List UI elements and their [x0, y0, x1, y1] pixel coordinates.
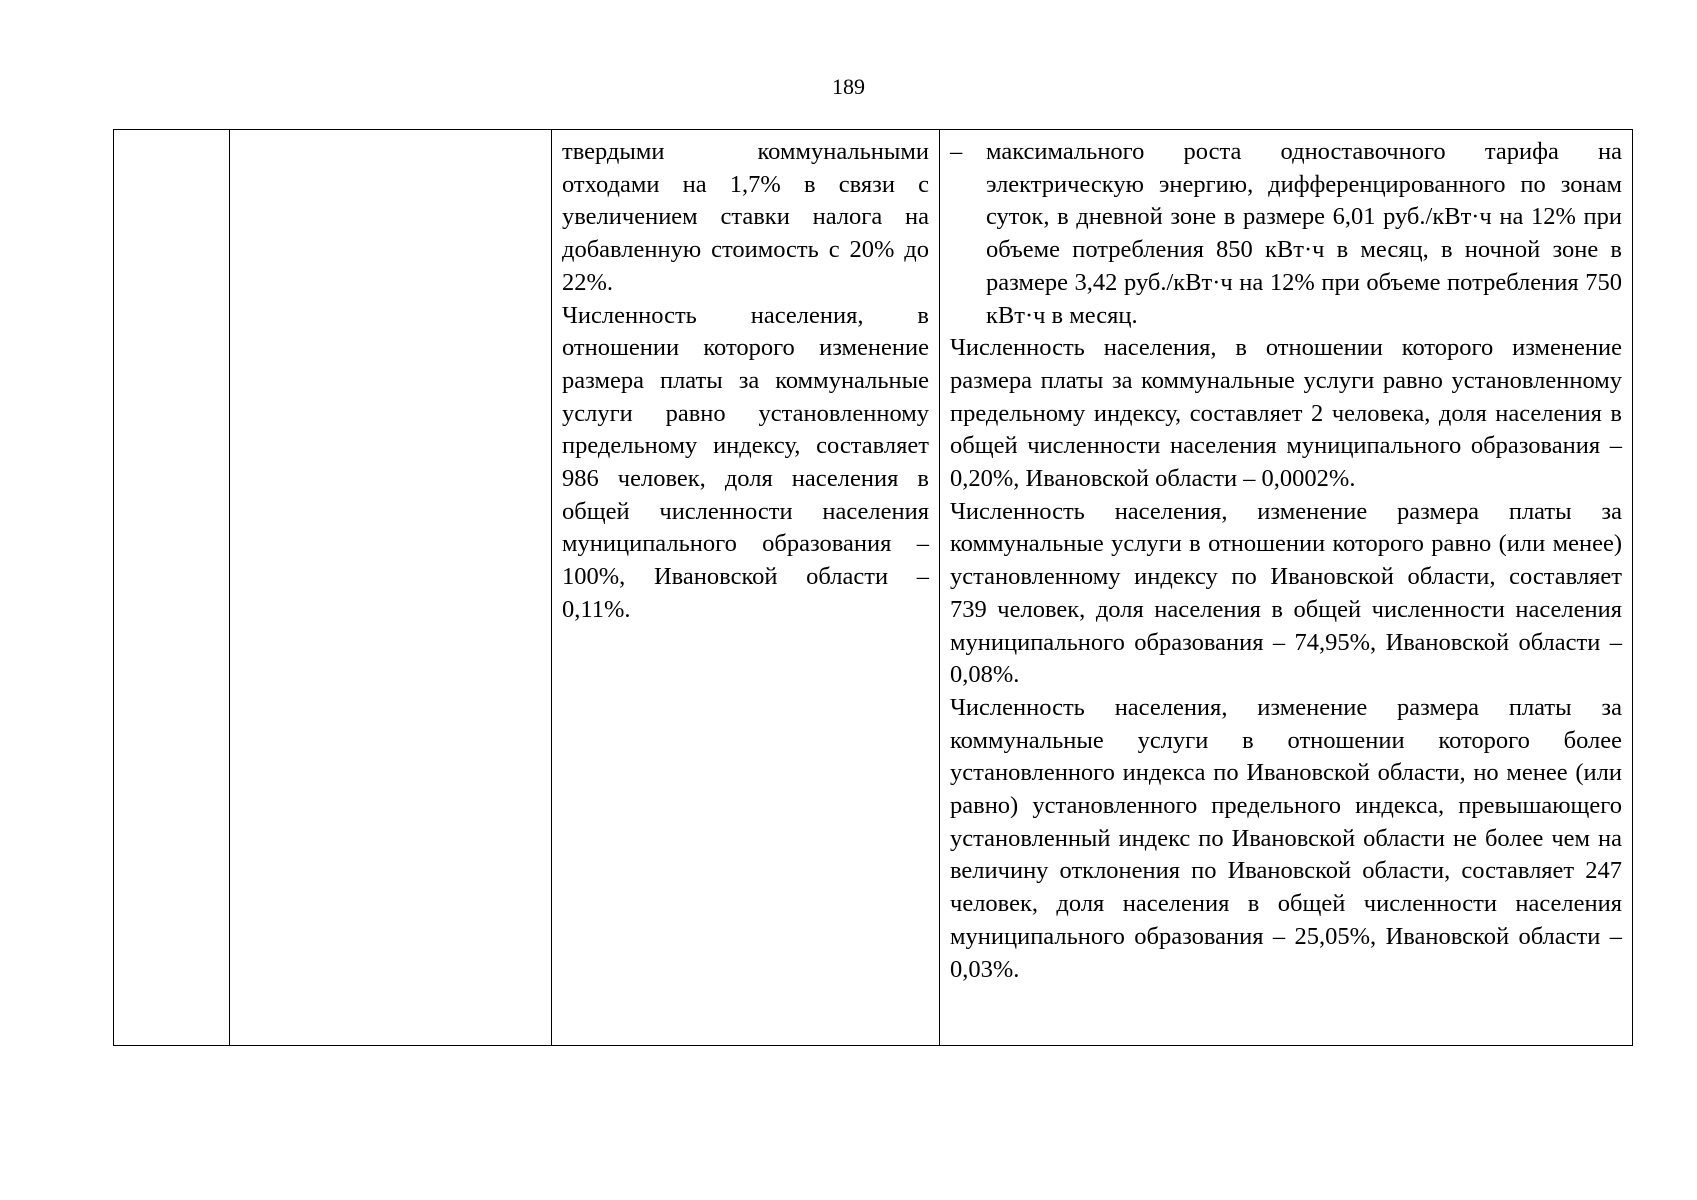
dash-list-item	[950, 136, 1622, 332]
dash-item-text: максимального роста одноставочного тарифа на электрическую энергию, дифференцированного по зонам суток, в дневной зоне в размере 6,01 руб./кВт·ч на 12% при объеме потребления 850 кВт·ч в месяц, в ночной зоне в размере 3,42 руб./кВт·ч на 12% при объеме потребления 750 кВт·ч в месяц.	[986, 138, 1622, 329]
page-number: 189	[832, 74, 865, 99]
document-table	[113, 129, 1633, 1046]
paragraph: Численность населения, в отношении которого изменение размера платы за коммунальные услуги равно установленному предельному индексу, составляет 986 человек, доля населения в общей численности населения муниципального образования – 100%, Ивановской области – 0,11%.	[562, 301, 929, 623]
paragraph: твердыми коммунальными отходами на 1,7% в связи с увеличением ставки налога на добавленную стоимость с 20% до 22%.	[562, 138, 929, 296]
paragraph: Численность населения, в отношении которого изменение размера платы за коммунальные услуги равно установленному предельному индексу, составляет 2 человека, доля населения в общей численности населения муниципального образования – 0,20%, Ивановской области – 0,0002%.	[950, 334, 1622, 493]
table-cell-2	[230, 130, 552, 1046]
table-cell-4	[940, 130, 1633, 1046]
table-cell-1	[114, 130, 230, 1046]
dash-marker: –	[950, 138, 963, 165]
paragraph: Численность населения, изменение размера платы за коммунальные услуги в отношении которого равно (или менее) установленному индексу по Ивановской области, составляет 739 человек, доля населения в общей численности населения муниципального образования – 74,95%, Ивановской области – 0,08%.	[950, 497, 1622, 689]
table-cell-3	[552, 130, 940, 1046]
table-row	[114, 130, 1633, 1046]
paragraph: Численность населения, изменение размера платы за коммунальные услуги в отношении которого более установленного индекса по Ивановской области, но менее (или равно) установленного предельного индекса, превышающего установленный индекс по Ивановской области не более чем на величину отклонения по Ивановской области, составляет 247 человек, доля населения в общей численности населения муниципального образования – 25,05%, Ивановской области – 0,03%.	[950, 693, 1622, 983]
